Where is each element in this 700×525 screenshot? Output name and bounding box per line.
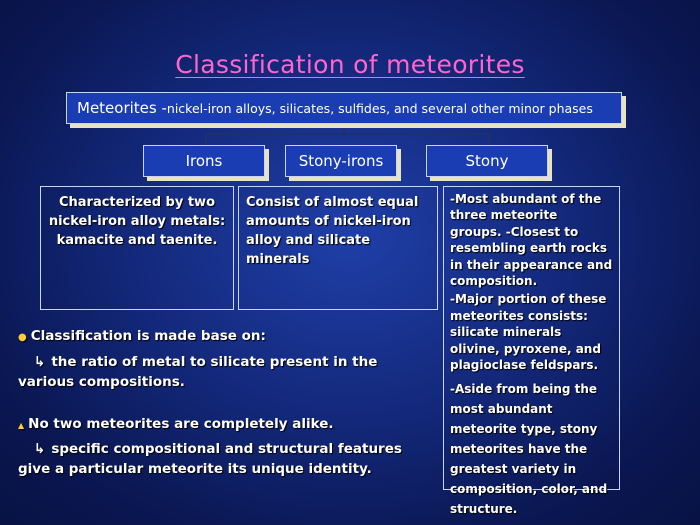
stony-description-p1: -Most abundant of the three meteorite groups. -Closest to resembling earth rocks in their appearance and composition.	[450, 192, 613, 289]
note-unique	[18, 414, 438, 479]
category-stony	[426, 145, 548, 177]
category-stony-label: Stony	[465, 152, 509, 170]
category-irons-label: Irons	[185, 152, 223, 170]
stony-description	[443, 186, 620, 517]
definition-lead: Meteorites -	[77, 99, 167, 117]
note-classification	[18, 326, 438, 392]
note2-head: No two meteorites are completely alike.	[28, 416, 334, 432]
definition-rest: nickel-iron alloys, silicates, sulfides, and several other minor phases	[166, 100, 593, 116]
hook-arrow-icon: ↳	[34, 441, 46, 457]
bullet-icon: ●	[18, 332, 27, 343]
bullet-icon: ▲	[18, 421, 25, 430]
stony-description-p3: -Aside from being the most abundant meteorite type, stony meteorites have the greatest variety in composition, color, and structure.	[450, 382, 608, 517]
connector-left	[205, 133, 207, 145]
category-stony-irons-label: Stony-irons	[298, 152, 384, 170]
note1-head: Classification is made base on:	[30, 328, 266, 344]
irons-description: Characterized by two nickel-iron alloy metals: kamacite and taenite.	[40, 186, 234, 310]
meteorites-definition-box	[66, 92, 622, 124]
stony-irons-description: Consist of almost equal amounts of nickel-iron alloy and silicate minerals	[238, 186, 438, 310]
category-stony-irons	[285, 145, 397, 177]
slide-title: Classification of meteorites	[175, 50, 525, 79]
connector-horizontal	[205, 133, 490, 135]
stony-description-p2: -Major portion of these meteorites consists: silicate minerals olivine, pyroxene, and plagioclase feldspars.	[450, 292, 607, 373]
note2-body: specific compositional and structural features give a particular meteorite its unique identity.	[18, 441, 402, 477]
connector-right	[488, 133, 490, 145]
hook-arrow-icon: ↳	[34, 354, 46, 370]
note1-body: the ratio of metal to silicate present in the various compositions.	[18, 354, 378, 390]
category-irons	[143, 145, 265, 177]
